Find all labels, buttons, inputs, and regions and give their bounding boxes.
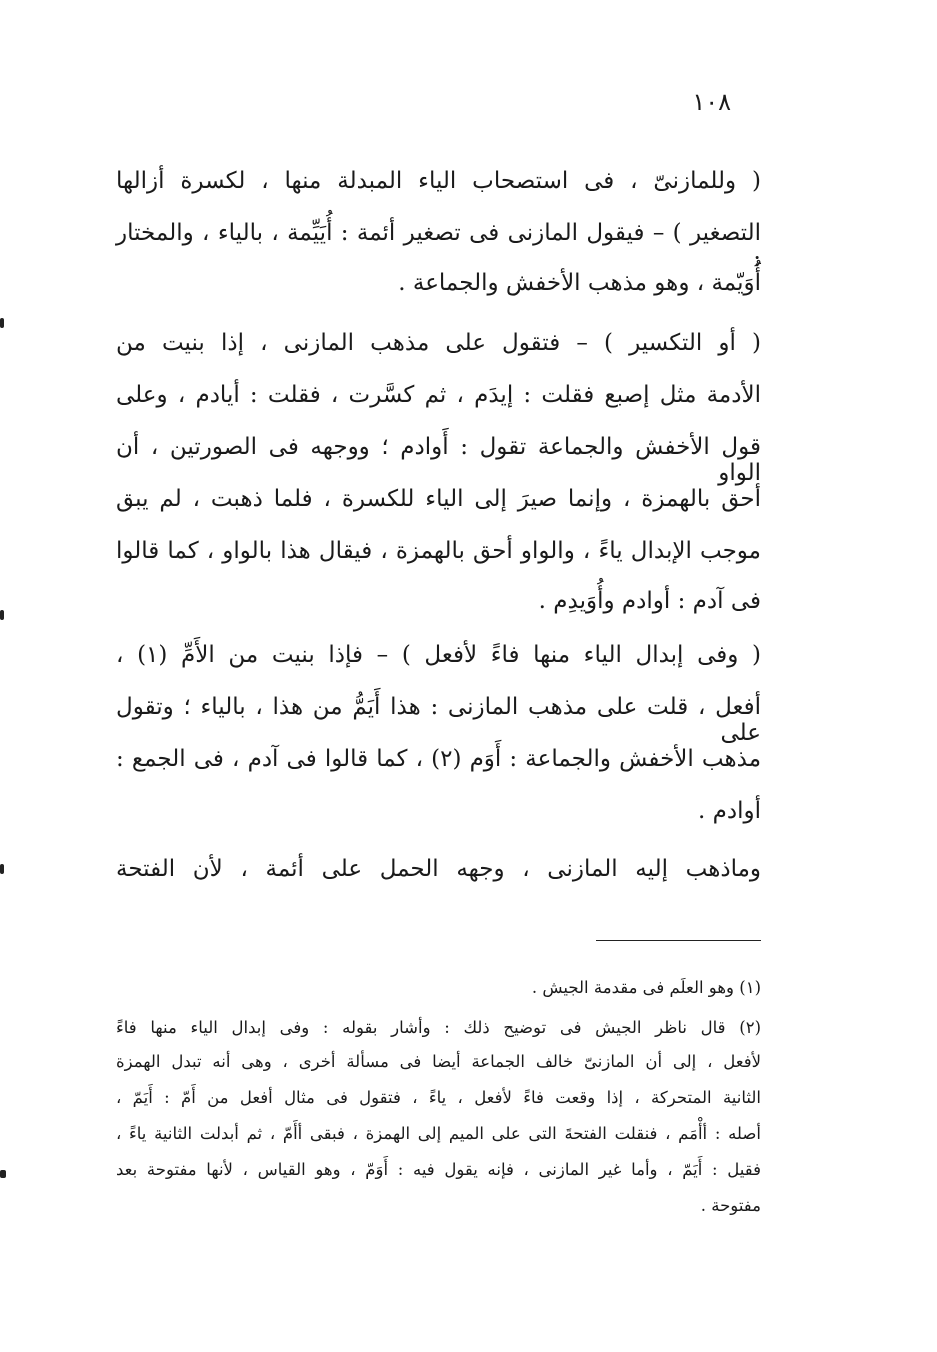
paragraph-1-line-3: أُوَيّمة ، وهو مذهب الأخفش والجماعة . [398, 270, 761, 296]
footnote-2-line-1: (٢) قال ناظر الجيش فى توضيح ذلك : وأشار بقوله : وفى إبدال الياء منها فاءً [116, 1018, 761, 1037]
paragraph-2-line-4: أحق بالهمزة ، وإنما صيرَ إلى الياء للكسرة ، فلما ذهبت ، لم يبق [116, 486, 761, 512]
paragraph-2-line-1: ( أو التكسير ) – فتقول على مذهب المازنى ، إذا بنيت من [116, 330, 761, 356]
paragraph-4-line-1: وماذهب إليه المازنى ، وجهه الحمل على أئمة ، لأن الفتحة [116, 856, 761, 882]
paragraph-3-line-4: أوادم . [698, 798, 761, 824]
page-number: ١٠٨ [692, 88, 731, 116]
footnote-2-line-6: مفتوحة . [700, 1196, 761, 1215]
paragraph-3-line-3: مذهب الأخفش والجماعة : أَوَم (٢) ، كما قالوا فى آدم ، فى الجمع : [116, 746, 762, 772]
footnote-separator [596, 940, 761, 941]
scan-edge-mark [0, 1170, 6, 1178]
paragraph-1-line-1: ( وللمازنىّ ، فى استصحاب الياء المبدلة منها ، لكسرة أزالها [116, 168, 761, 194]
footnote-2-line-4: أصله : أأْمَم ، فنقلت الفتحةَ التى على الميم إلى الهمزة ، فبقى أأَمّ ، ثم أبدلت الثانية ياءً ، [116, 1124, 761, 1143]
scan-edge-mark [0, 318, 4, 328]
paragraph-2-line-6: فى آدم : أوادم وأُوَيدِم . [538, 588, 761, 614]
scan-edge-mark [0, 864, 4, 874]
scan-edge-mark [0, 610, 4, 620]
footnote-2-line-5: فقيل : أَيَمّ ، وأما غير المازنى ، فإنه يقول فيه : أَوَمّ ، وهو القياس ، لأنها مفتوحة بعد [116, 1160, 761, 1179]
footnote-1-line-1: (١) وهو العلَم فى مقدمة الجيش . [531, 978, 761, 997]
footnote-2-line-2: لأفعل ، إلى أن المازنىّ خالف الجماعة أيضا فى مسألة أخرى ، وهى أنه تبدل الهمزة [116, 1052, 761, 1071]
paragraph-2-line-3: قول الأخفش والجماعة تقول : أَوادم ؛ ووجهه فى الصورتين ، أن الواو [116, 434, 761, 486]
paragraph-3-line-1: ( وفى إبدال الياء منها فاءً لأفعل ) – فإذا بنيت من الأَمِّ (١) ، [116, 642, 761, 668]
paragraph-2-line-2: الأدمة مثل إصبع فقلت : إيدَم ، ثم كسَّرت ، فقلت : أيادم ، وعلى [116, 382, 761, 408]
footnote-2-line-3: الثانية المتحركة ، إذا وقعت فاءً لأفعل ، ياءً ، فتقول فى مثال أفعل من أَمّ : أَيَمّ ، [116, 1088, 761, 1107]
paragraph-2-line-5: موجب الإبدال ياءً ، والواو أحق بالهمزة ، فيقال هذا بالواو ، كما قالوا [116, 538, 761, 564]
paragraph-3-line-2: أفعل ، قلت على مذهب المازنى : هذا أَيَمُّ من هذا ، بالياء ؛ وتقول على [116, 694, 761, 746]
paragraph-1-line-2: التصغير ) – فيقول المازنى فى تصغير أئمة : أُيَيِّمة ، بالياء ، والمختار : [116, 220, 761, 272]
